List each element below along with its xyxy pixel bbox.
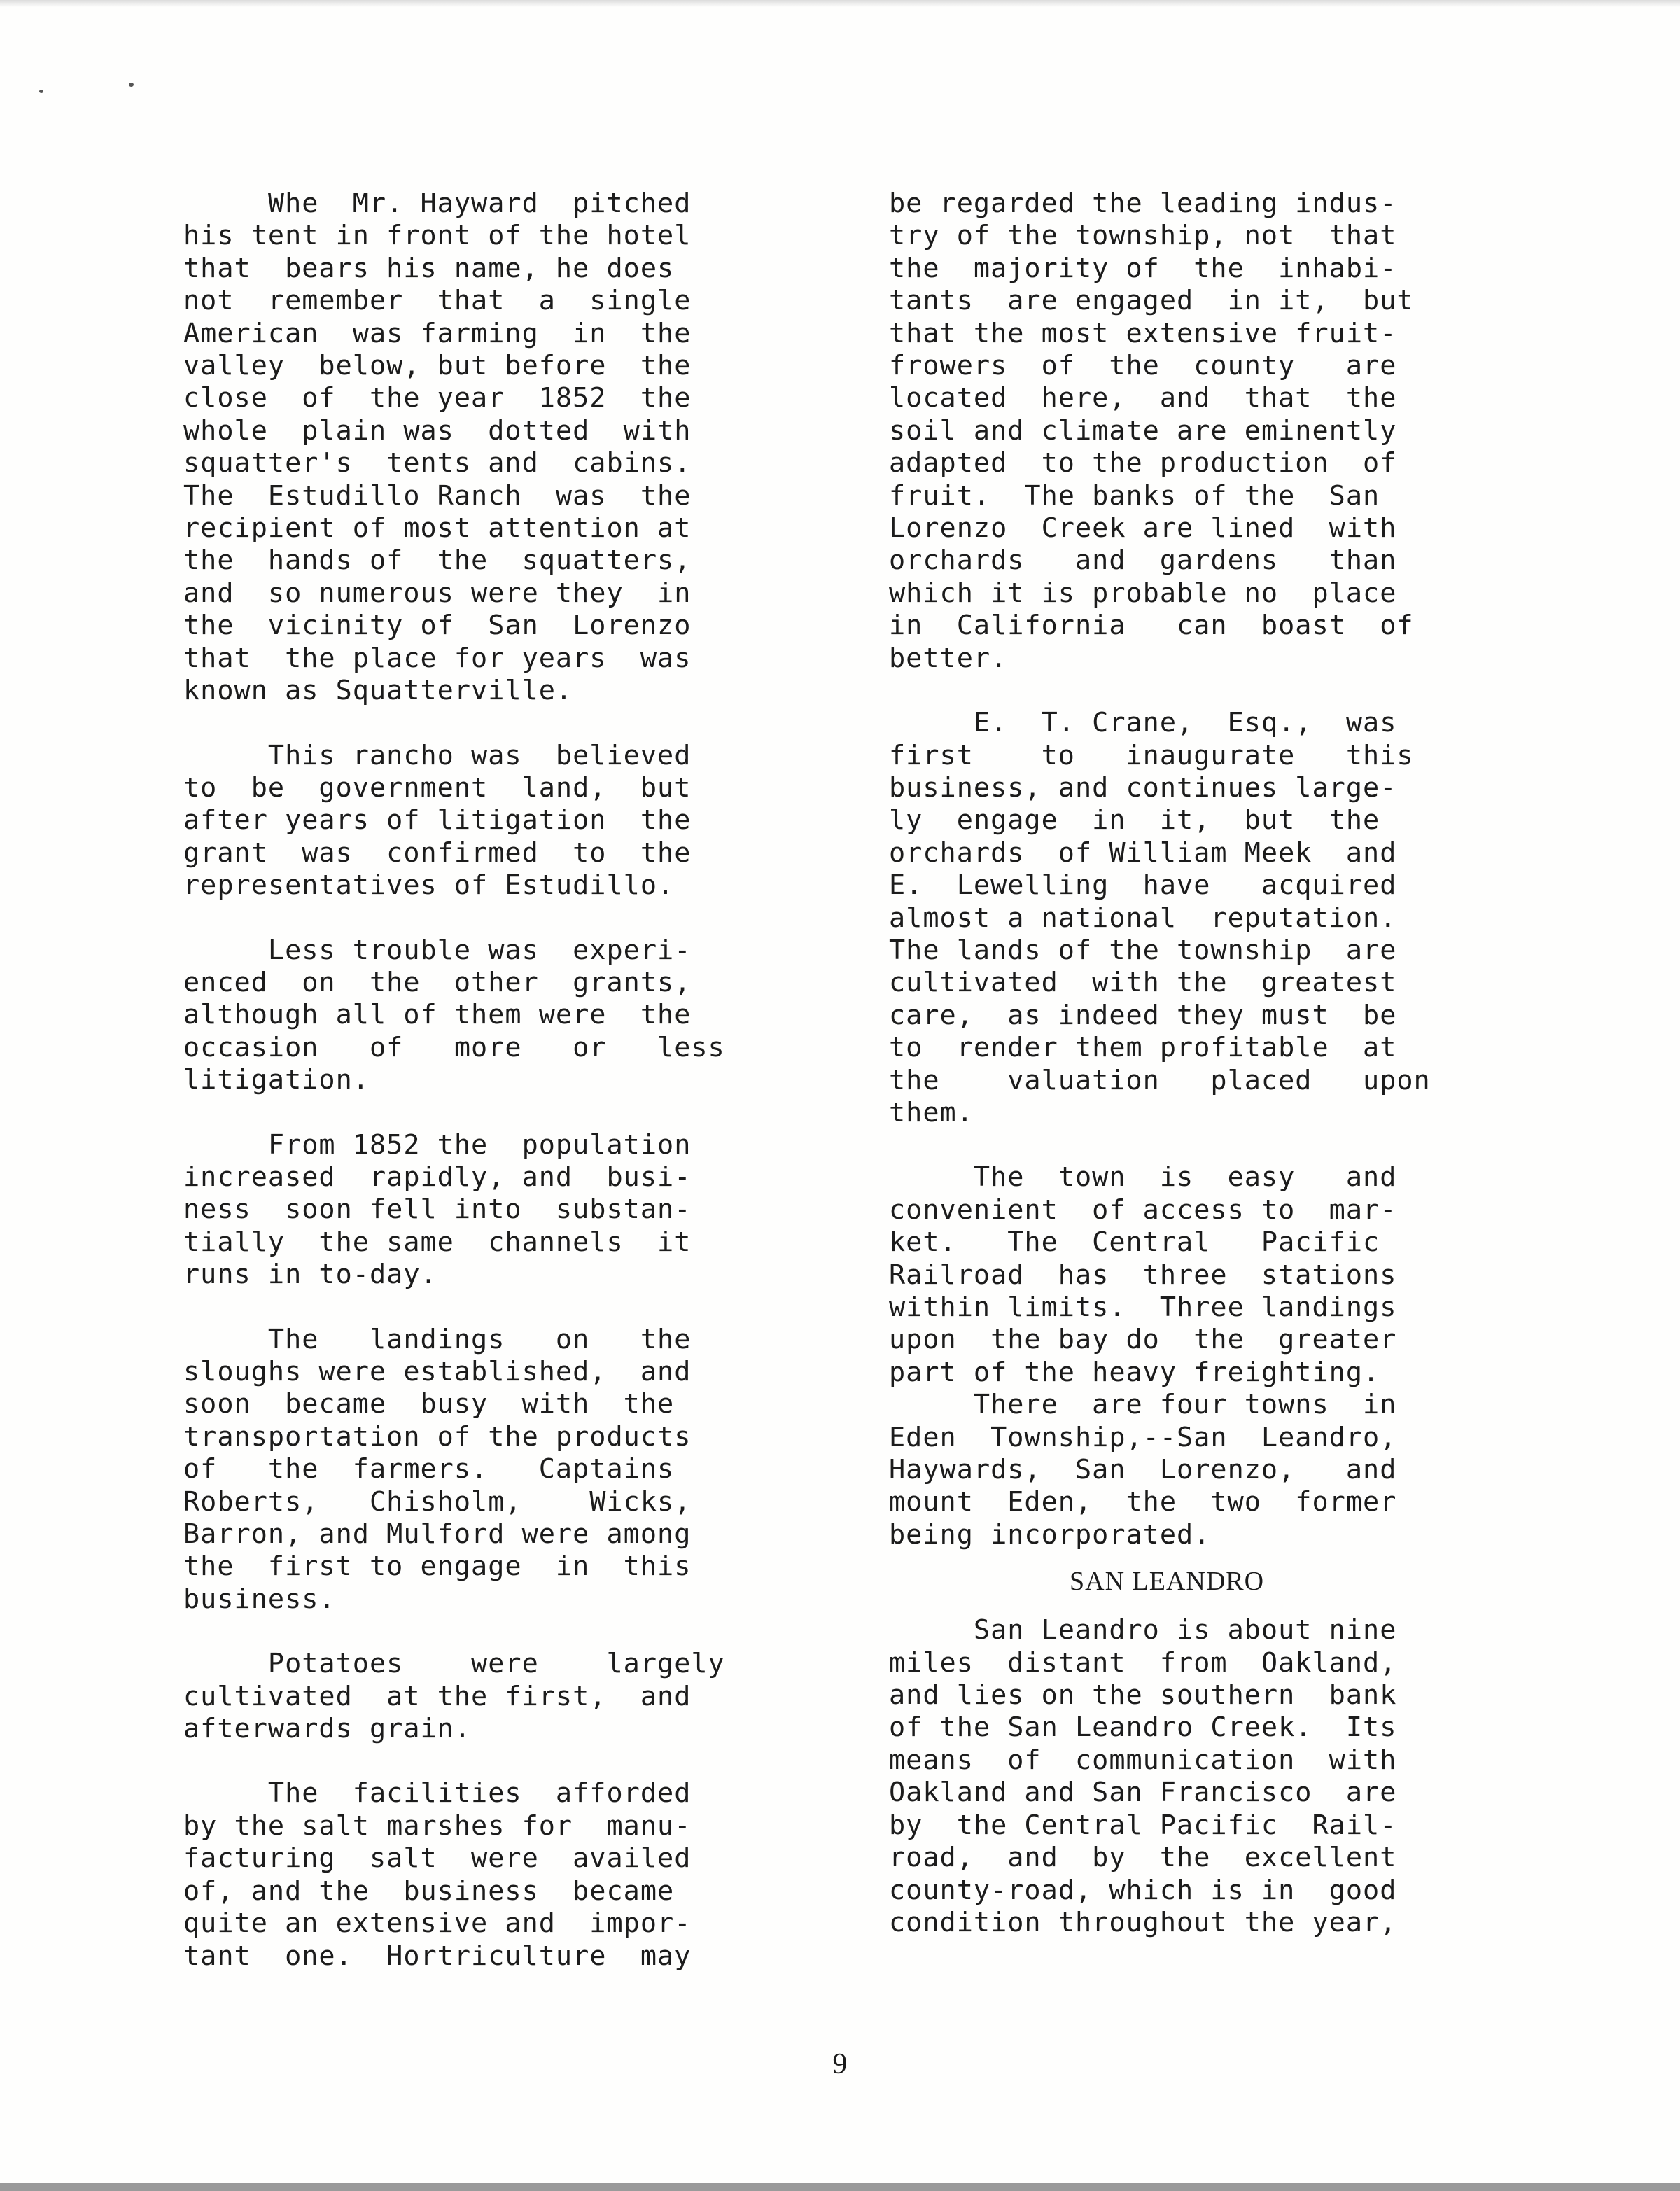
paragraph: The town is easy and convenient of access to mar- ket. The Central Pacific Railroad has three stations within limits. Three landings upon the bay do the greater part of the heavy freighting. There are four towns in Eden Township,--San Leandro, Haywards, San Lorenzo, and mount Eden, the two former being incorporated. [889,1161,1397,1550]
paragraph: Less trouble was experi- enced on the other grants, although all of them were the occasion of more or less litigation. [183,934,725,1096]
left-column [183,188,799,1973]
scan-speck [129,83,134,87]
scan-bottom-edge [0,2183,1680,2191]
paragraph: Whe Mr. Hayward pitched his tent in front of the hotel that bears his name, he does not remember that a single American was farming in the valley below, but before the close of the year 1852 the whole plain was dotted with squatter's tents and cabins. The Estudillo Ranch was the recipient of most attention at the hands of the squatters, and so numerous were they in the vicinity of San Lorenzo that the place for years was known as Squatterville. [183,188,692,707]
paragraph: This rancho was believed to be government land, but after years of litigation the grant was confirmed to the representatives of Estudillo. [183,739,692,902]
paragraph: San Leandro is about nine miles distant from Oakland, and lies on the southern bank of the San Leandro Creek. Its means of communication with Oakland and San Francisco are by the Central Pacific Rail- road, and by the excellent county-road, which is in good condition throughout the year, [889,1614,1397,1938]
page-number: 9 [832,2048,848,2080]
paragraph: Potatoes were largely cultivated at the first, and afterwards grain. [183,1648,725,1745]
scan-top-edge [0,0,1680,7]
paragraph: From 1852 the population increased rapidly, and busi- ness soon fell into substan- tially the same channels it runs in to-day. [183,1128,692,1291]
section-heading: SAN LEANDRO [1070,1567,1265,1597]
paragraph: The facilities afforded by the salt marshes for manu- facturing salt were availed of, and the business became quite an extensive and impor- tant one. Hortriculture may [183,1777,692,1972]
paragraph: E. T. Crane, Esq., was first to inaugurate this business, and continues large- ly engage in it, but the orchards of William Meek and E. Lewelling have acquired almost a national reputation. The lands of the township are cultivated with the greatest care, as indeed they must be to render them profitable at the valuation placed upon them. [889,707,1431,1128]
right-column [889,188,1505,1939]
paragraph: be regarded the leading indus- try of the township, not that the majority of the inhabi- tants are engaged in it, but that the most extensive fruit- frowers of the county are located here, and that the soil and climate are eminently adapted to the production of fruit. The banks of the San Lorenzo Creek are lined with orchards and gardens than which it is probable no place in California can boast of better. [889,188,1414,674]
paragraph: The landings on the sloughs were established, and soon became busy with the transportation of the products of the farmers. Captains Roberts, Chisholm, Wicks, Barron, and Mulford were among the first to engage in this business. [183,1323,692,1615]
scan-speck [39,90,43,93]
